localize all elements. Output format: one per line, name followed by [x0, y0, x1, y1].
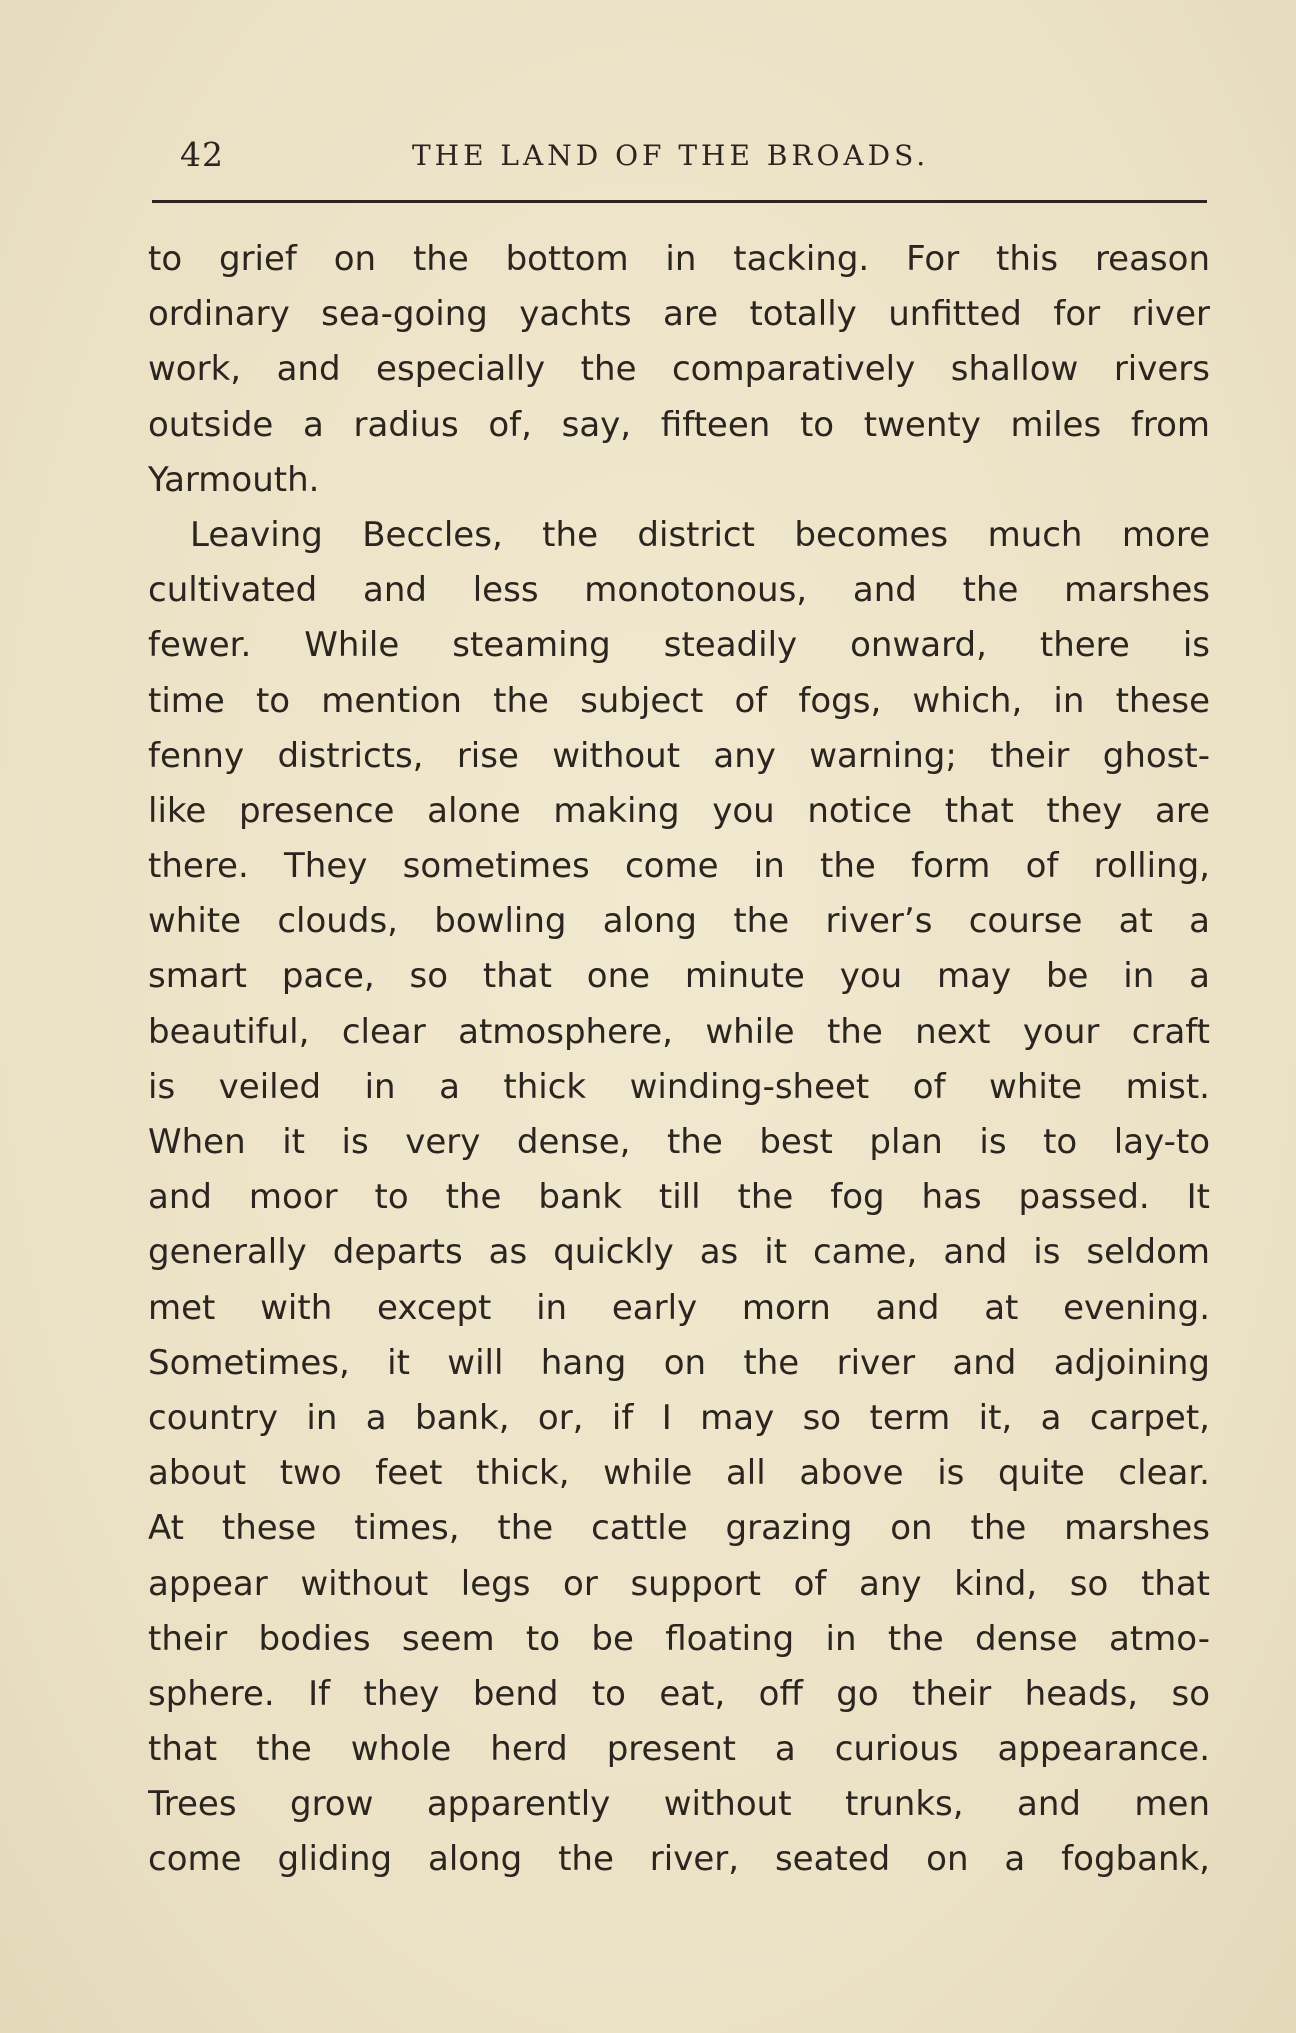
text-line: cultivated and less monotonous, and the marshes	[148, 570, 1210, 611]
text-line: At these times, the cattle grazing on the marshes	[148, 1508, 1210, 1549]
text-line: fewer. While steaming steadily onward, there is	[148, 625, 1210, 666]
text-line: outside a radius of, say, fifteen to twenty miles from	[148, 404, 1210, 445]
text-line: When it is very dense, the best plan is to lay-to	[148, 1122, 1210, 1162]
text-line: is veiled in a thick winding-sheet of white mist.	[148, 1066, 1210, 1107]
text-line: like presence alone making you notice that they are	[148, 790, 1210, 831]
text-line: country in a bank, or, if I may so term it, a carpet,	[148, 1397, 1210, 1438]
text-line: smart pace, so that one minute you may be in a	[148, 956, 1210, 997]
text-line: Leaving Beccles, the district becomes much more	[190, 514, 1210, 555]
text-line: to grief on the bottom in tacking. For this reason	[148, 239, 1210, 279]
header-rule	[152, 200, 1207, 203]
text-line: beautiful, clear atmosphere, while the next your craft	[148, 1011, 1210, 1052]
text-line: about two feet thick, while all above is quite clear.	[148, 1453, 1210, 1494]
text-line: met with except in early morn and at evening.	[148, 1287, 1210, 1328]
text-line: generally departs as quickly as it came, and is seldom	[148, 1232, 1210, 1273]
text-line: ordinary sea-going yachts are totally unfitted for river	[148, 294, 1210, 335]
text-line: sphere. If they bend to eat, off go their heads, so	[148, 1673, 1210, 1714]
text-line: that the whole herd present a curious appearance.	[148, 1729, 1210, 1770]
text-line: appear without legs or support of any kind, so that	[148, 1563, 1210, 1604]
text-line: there. They sometimes come in the form of rolling,	[148, 846, 1210, 887]
text-line: fenny districts, rise without any warning; their ghost-	[148, 735, 1210, 776]
page-number: 42	[180, 135, 224, 174]
text-line: time to mention the subject of fogs, which, in these	[148, 680, 1210, 721]
text-line: white clouds, bowling along the river’s course at a	[148, 901, 1210, 942]
text-line: Trees grow apparently without trunks, and men	[148, 1784, 1210, 1825]
text-line: Yarmouth.	[148, 459, 320, 500]
text-line: and moor to the bank till the fog has passed. It	[148, 1177, 1210, 1218]
text-line: come gliding along the river, seated on a fogbank,	[148, 1839, 1210, 1880]
text-line: their bodies seem to be floating in the dense atmo-	[148, 1618, 1210, 1659]
running-title: THE LAND OF THE BROADS.	[412, 139, 930, 172]
text-line: work, and especially the comparatively shallow rivers	[148, 349, 1210, 390]
page-header	[180, 135, 1200, 183]
body-text	[148, 232, 1210, 1888]
text-line: Sometimes, it will hang on the river and adjoining	[148, 1342, 1210, 1383]
